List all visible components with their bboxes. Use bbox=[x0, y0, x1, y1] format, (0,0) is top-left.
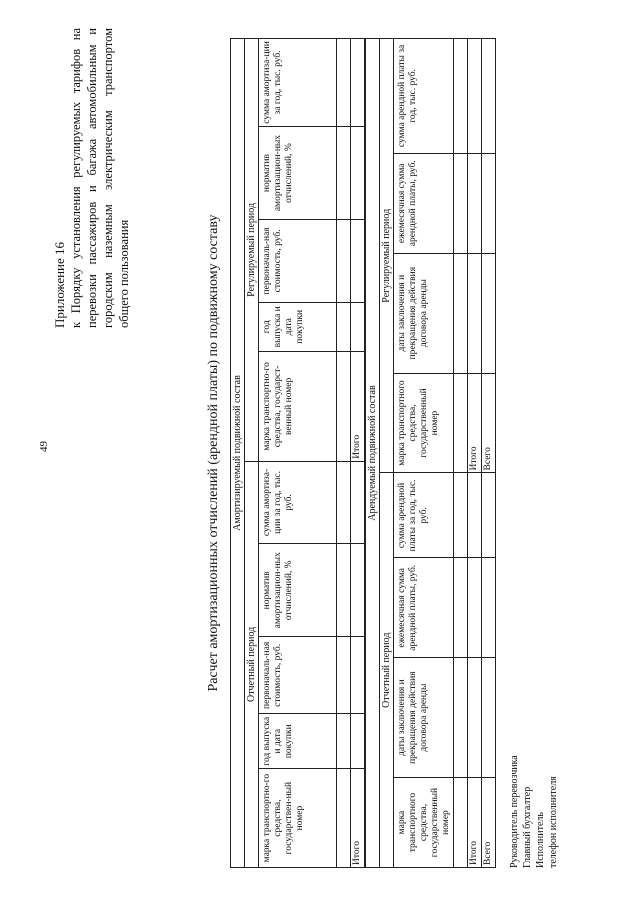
signature-block bbox=[508, 468, 560, 868]
col-vehicle-mark: марка транспортного средства, государственный номер bbox=[394, 778, 454, 868]
table-row bbox=[468, 39, 482, 868]
section-amortized: Амортизируемый подвижной состав bbox=[231, 39, 245, 868]
total-label: Итого bbox=[351, 769, 365, 868]
col-depreciation-sum-reg: сумма амортиза-ции за год, тыс. руб. bbox=[259, 39, 337, 127]
col-contract-dates-reg: даты заключения и прекращения действия договора аренды bbox=[394, 253, 454, 373]
signature-accountant: Главный бухгалтер bbox=[522, 786, 533, 868]
col-depreciation-norm-reg: норматив амортизацион-ных отчислений, % bbox=[259, 126, 337, 219]
page-number: 49 bbox=[38, 441, 50, 452]
table-row bbox=[482, 39, 496, 868]
table-row bbox=[351, 39, 365, 868]
col-annual-rent: сумма арендной платы за год, тыс. руб. bbox=[394, 473, 454, 558]
col-monthly-rent: ежемесячная сумма арендной платы, руб. bbox=[394, 558, 454, 658]
col-vehicle-mark-reg: марка транспортного средства, государственный номер bbox=[394, 373, 454, 473]
table-row bbox=[454, 39, 468, 868]
col-vehicle-mark: марка транспортно-го средства, государствен-ный номер bbox=[259, 769, 337, 868]
signature-executor: Исполнитель bbox=[535, 812, 546, 868]
signature-head: Руководитель перевозчика bbox=[509, 755, 520, 868]
total-label-reg: Итого bbox=[468, 373, 482, 473]
total-label: Итого bbox=[468, 778, 482, 868]
col-initial-cost-reg: первоначаль-ная стоимость, руб. bbox=[259, 220, 337, 302]
grand-total-label-reg: Всего bbox=[482, 373, 496, 473]
period-report-header: Отчетный период bbox=[245, 461, 259, 867]
total-label-reg: Итого bbox=[351, 351, 365, 461]
appendix-block bbox=[52, 28, 132, 328]
period-regulated-header: Регулируемый период bbox=[380, 39, 394, 473]
col-monthly-rent-reg: ежемесячная сумма арендной платы, руб. bbox=[394, 153, 454, 253]
col-contract-dates: даты заключения и прекращения действия договора аренды bbox=[394, 658, 454, 778]
period-report-header: Отчетный период bbox=[380, 473, 394, 868]
section-rented: Арендуемый подвижной состав bbox=[366, 39, 380, 868]
col-initial-cost: первоначаль-ная стоимость, руб. bbox=[259, 637, 337, 714]
col-depreciation-sum: сумма амортиза-ции за год, тыс. руб. bbox=[259, 461, 337, 543]
landscape-page bbox=[20, 18, 580, 888]
signature-phone: телефон исполнителя bbox=[548, 776, 559, 868]
appendix-body: к Порядку установления регулируемых тарифов на перевозки пассажиров и багажа автомобильным и городским наземным электрическим транспортом общего пользования bbox=[69, 28, 131, 328]
col-annual-rent-reg: сумма арендной платы за год, тыс. руб. bbox=[394, 39, 454, 154]
period-regulated-header: Регулируемый период bbox=[245, 39, 259, 462]
col-year-purchase-reg: год выпуска и дата покупки bbox=[259, 302, 337, 351]
depreciation-table bbox=[230, 38, 365, 868]
rental-table bbox=[365, 38, 496, 868]
col-vehicle-mark-reg: марка транспортно-го средства, государст-венный номер bbox=[259, 351, 337, 461]
col-depreciation-norm: норматив амортизацион-ных отчислений, % bbox=[259, 544, 337, 637]
col-year-purchase: год выпуска и дата покупки bbox=[259, 714, 337, 769]
appendix-title: Приложение 16 bbox=[52, 241, 67, 328]
document-title: Расчет амортизационных отчислений (арендной платы) по подвижному составу bbox=[206, 214, 221, 692]
grand-total-label: Всего bbox=[482, 778, 496, 868]
table-row bbox=[337, 39, 351, 868]
